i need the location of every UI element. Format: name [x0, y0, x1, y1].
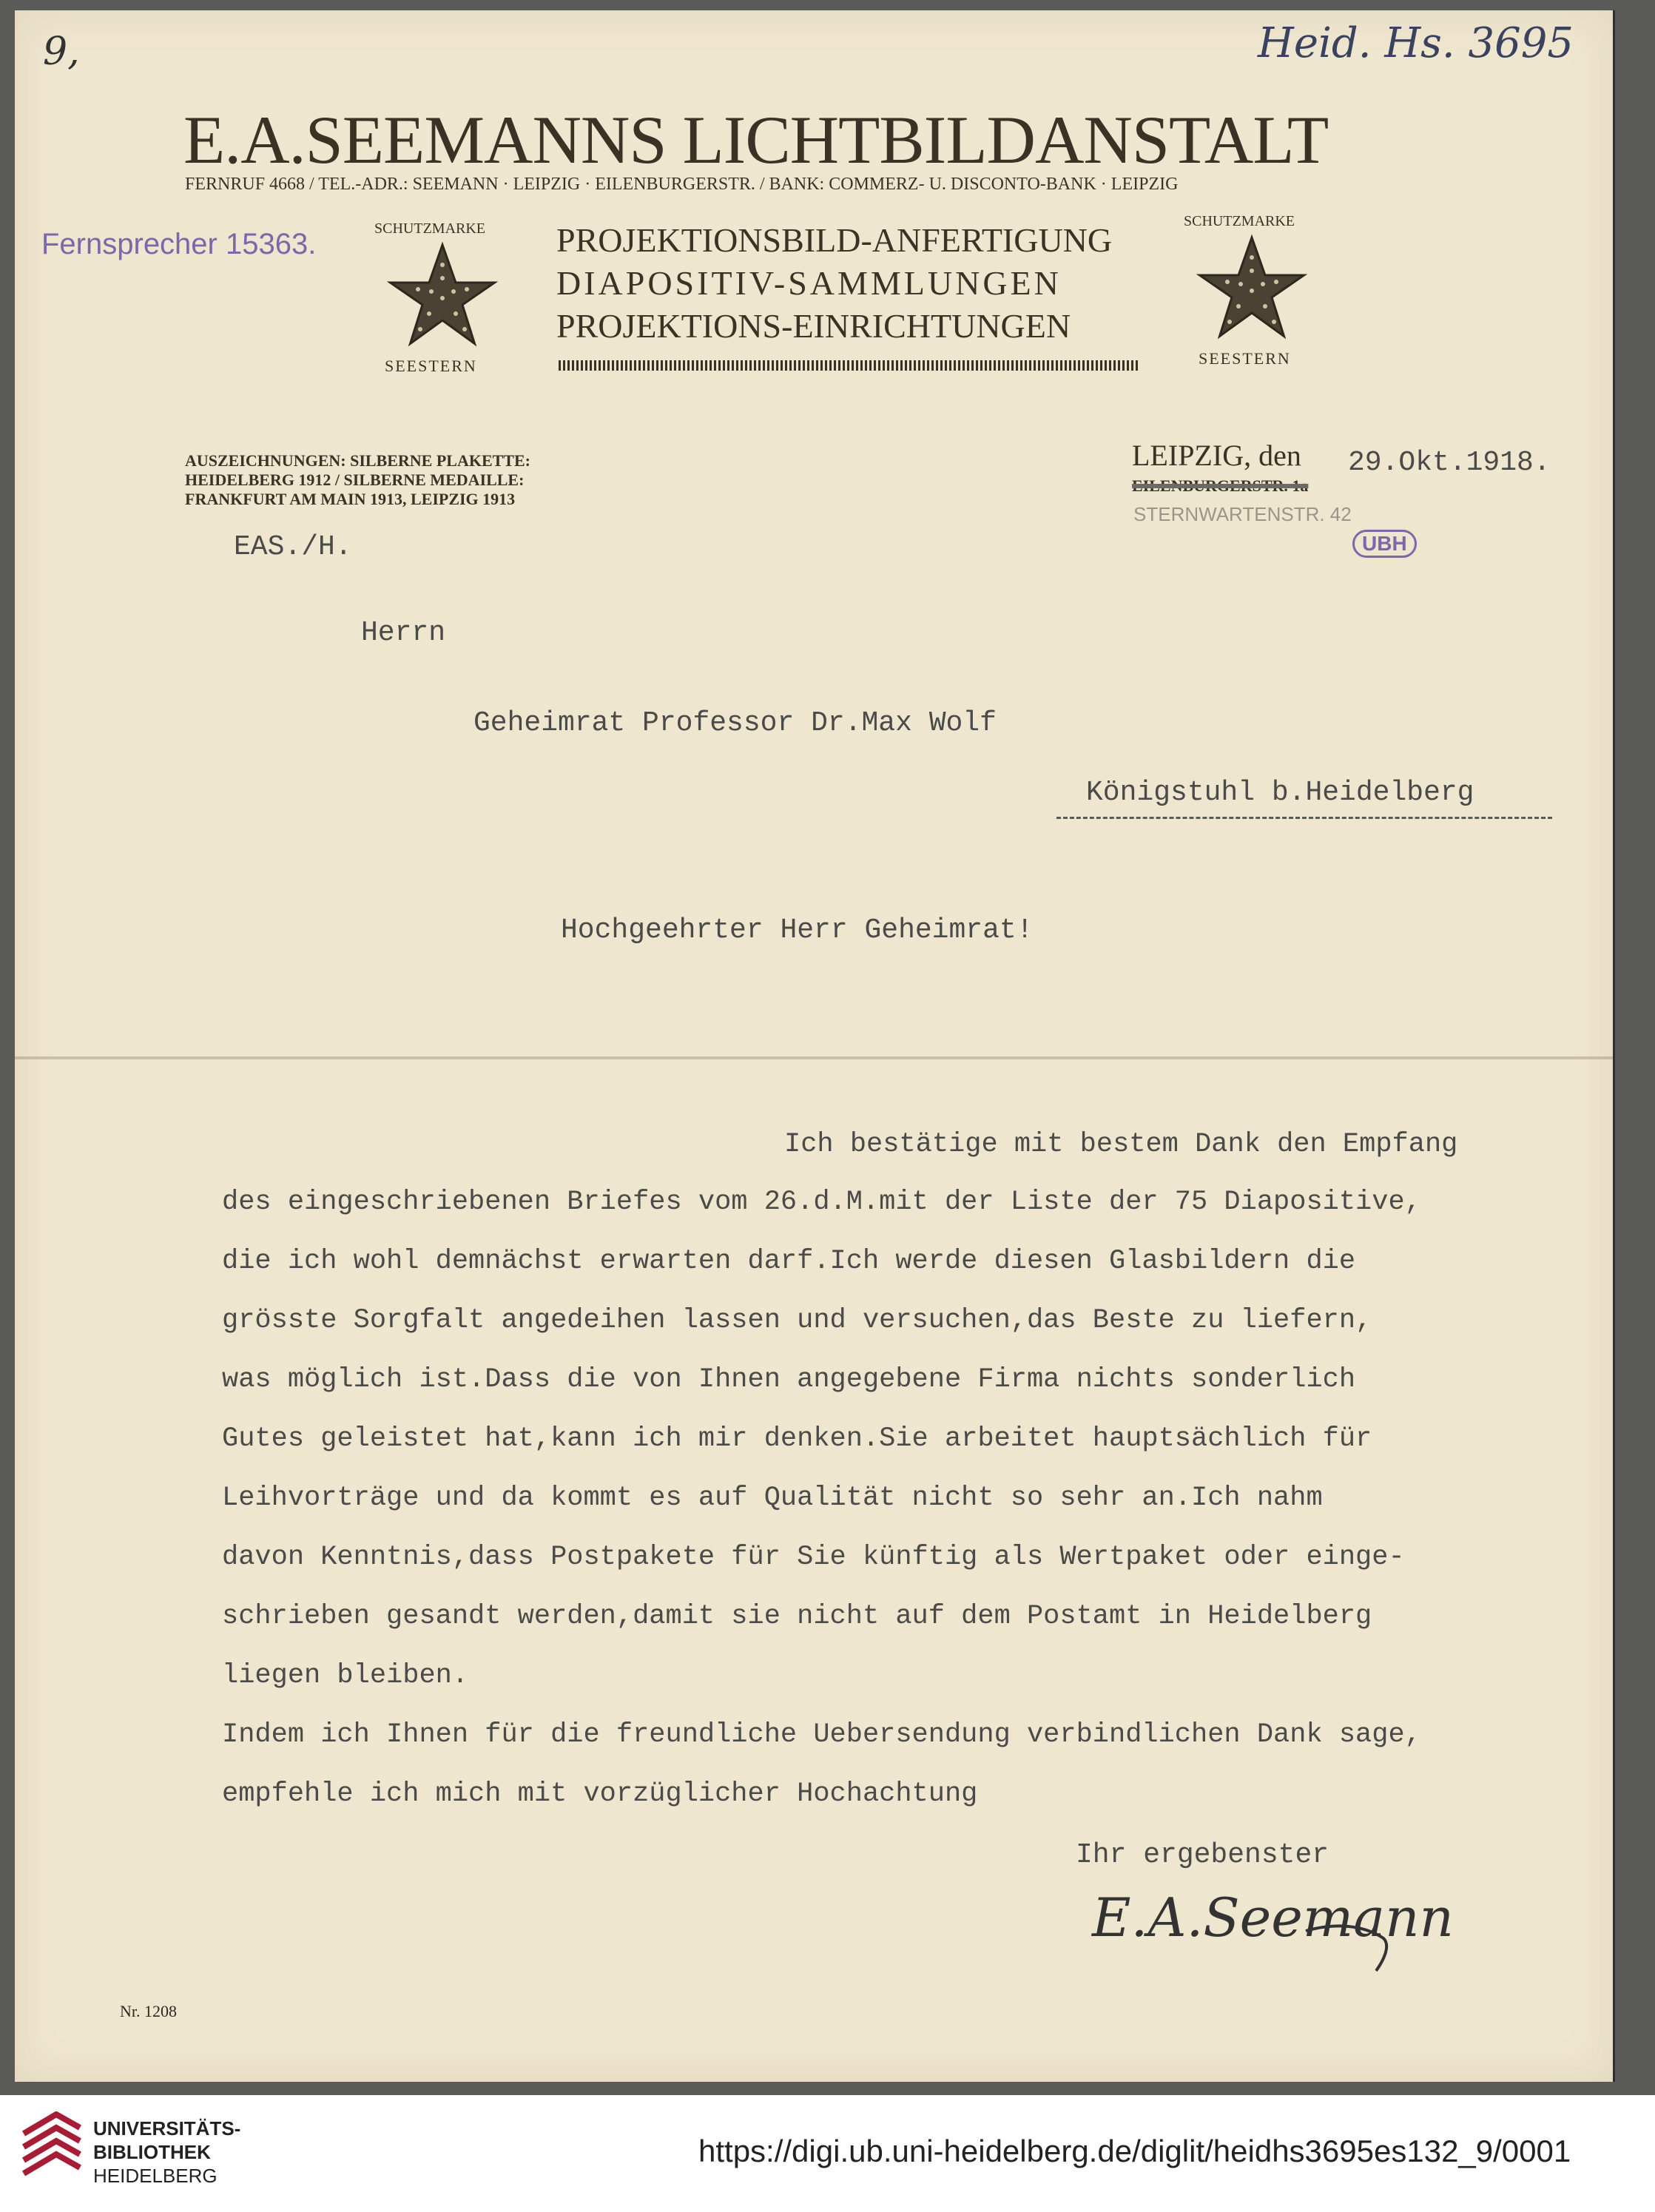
library-name-line-3: HEIDELBERG	[93, 2165, 218, 2187]
body-line: Leihvorträge und da kommt es auf Qualität nicht so sehr an.Ich nahm	[222, 1483, 1323, 1514]
signature-flourish	[1302, 1916, 1398, 1975]
old-street-struck: EILENBURGERSTR. 1a	[1132, 476, 1309, 495]
address-underline	[1056, 817, 1552, 819]
body-line: liegen bleiben.	[222, 1660, 469, 1691]
contact-line: FERNRUF 4668 / TEL.-ADR.: SEEMANN · LEIPZIG · EILENBURGERSTR. / BANK: COMMERZ- U. DISCONTO-BANK · LEIPZIG	[185, 175, 1179, 194]
company-name: E.A.SEEMANNS LICHTBILDANSTALT	[183, 102, 1329, 178]
ubh-stamp: UBH	[1352, 530, 1417, 558]
body-line: Indem ich Ihnen für die freundliche Uebersendung verbindlichen Dank sage,	[222, 1719, 1421, 1750]
body-line: grösste Sorgfalt angedeihen lassen und versuchen,das Beste zu liefern,	[222, 1305, 1372, 1336]
body-line: davon Kenntnis,dass Postpakete für Sie künftig als Wertpaket oder einge-	[222, 1542, 1405, 1573]
trademark-name-right: SEESTERN	[1199, 349, 1291, 368]
paper-fold	[15, 1056, 1613, 1059]
greeting: Hochgeehrter Herr Geheimrat!	[561, 914, 1034, 946]
awards-line-1: AUSZEICHNUNGEN: SILBERNE PLAKETTE:	[185, 451, 530, 470]
salutation-line: Herrn	[361, 617, 446, 649]
trademark-name-left: SEESTERN	[385, 357, 477, 375]
trademark-label-left: SCHUTZMARKE	[374, 220, 486, 237]
awards-line-2: HEIDELBERG 1912 / SILBERNE MEDAILLE:	[185, 471, 525, 489]
body-line: empfehle ich mich mit vorzüglicher Hochachtung	[222, 1778, 978, 1810]
body-line: schrieben gesandt werden,damit sie nicht auf dem Postamt in Heidelberg	[222, 1601, 1372, 1632]
archive-signature-ref: Heid. Hs. 3695	[1258, 19, 1574, 67]
form-number: Nr. 1208	[120, 2002, 177, 2020]
starfish-logo-left	[383, 240, 502, 351]
decorative-rule	[559, 360, 1139, 371]
trademark-label-right: SCHUTZMARKE	[1184, 213, 1295, 229]
closing: Ihr ergebenster	[1076, 1839, 1329, 1871]
library-name-line-2: BIBLIOTHEK	[93, 2141, 211, 2163]
service-2: DIAPOSITIV-SAMMLUNGEN	[556, 264, 1062, 302]
phone-stamp: Fernsprecher 15363.	[41, 228, 317, 260]
recipient-address: Königstuhl b.Heidelberg	[1086, 777, 1474, 809]
library-logo-icon	[18, 2111, 86, 2185]
digitization-footer	[0, 2095, 1655, 2212]
body-line: Ich bestätige mit bestem Dank den Empfang	[784, 1129, 1458, 1160]
archive-page-number: 9,	[43, 30, 80, 74]
place-label: LEIPZIG, den	[1132, 439, 1301, 472]
body-line: Gutes geleistet hat,kann ich mir denken.Sie arbeitet hauptsächlich für	[222, 1423, 1372, 1454]
starfish-logo-right	[1193, 233, 1311, 344]
permalink-url[interactable]: https://digi.ub.uni-heidelberg.de/diglit/heidhs3695es132_9/0001	[698, 2134, 1571, 2168]
body-line: des eingeschriebenen Briefes vom 26.d.M.mit der Liste der 75 Diapositive,	[222, 1187, 1421, 1218]
body-line: die ich wohl demnächst erwarten darf.Ich werde diesen Glasbildern die	[222, 1246, 1356, 1277]
letter-date: 29.Okt.1918.	[1348, 447, 1551, 479]
service-1: PROJEKTIONSBILD-ANFERTIGUNG	[556, 221, 1113, 259]
body-line: was möglich ist.Dass die von Ihnen angegebene Firma nichts sonderlich	[222, 1364, 1356, 1395]
awards-line-3: FRANKFURT AM MAIN 1913, LEIPZIG 1913	[185, 490, 516, 508]
service-3: PROJEKTIONS-EINRICHTUNGEN	[556, 307, 1071, 345]
reference-mark: EAS./H.	[234, 531, 352, 563]
new-street-stamp: STERNWARTENSTR. 42	[1133, 503, 1352, 525]
library-name-line-1: UNIVERSITÄTS-	[93, 2117, 241, 2139]
recipient-name: Geheimrat Professor Dr.Max Wolf	[473, 707, 997, 739]
handwritten-signature: E.A.Seemann	[1092, 1886, 1454, 1949]
